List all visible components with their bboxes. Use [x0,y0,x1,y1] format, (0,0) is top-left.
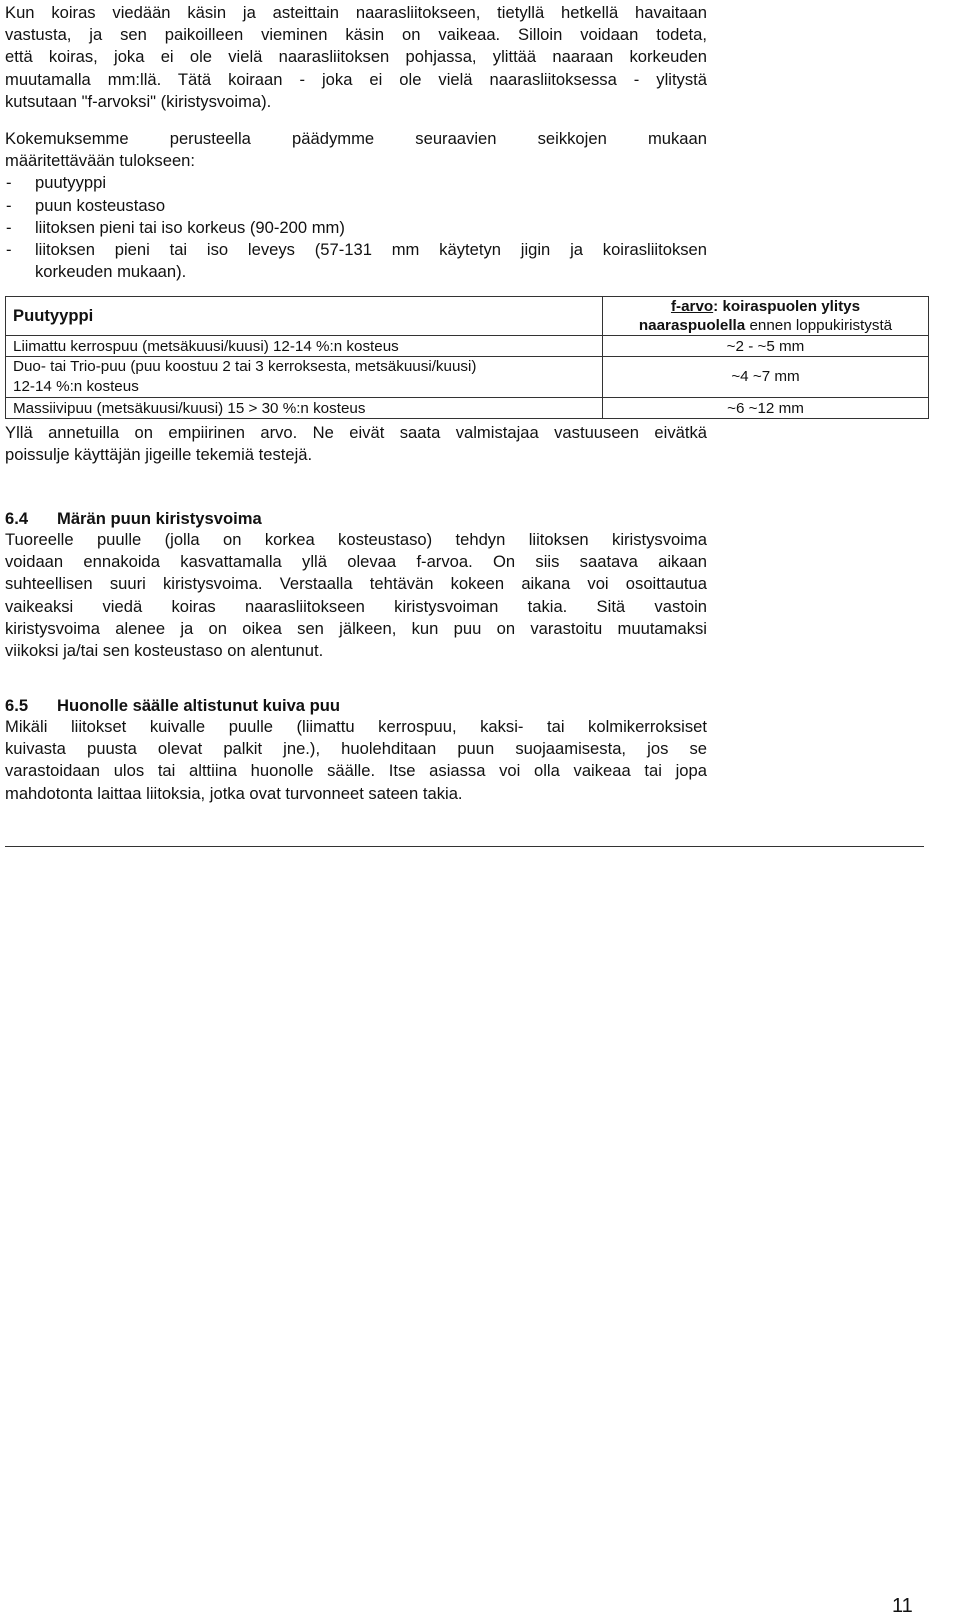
table-row [6,336,929,357]
criteria-paragraph [5,128,707,283]
list-item-text: korkeuden mukaan). [35,262,187,282]
list-item [5,195,707,217]
text-line: viikoksi ja/tai sen kosteustaso on alentunut. [5,641,324,661]
table-cell: Massiivipuu (metsäkuusi/kuusi) 15 > 30 %:n kosteus [6,398,603,419]
intro-paragraph [5,2,707,113]
wood-type-table [5,296,929,419]
text-line: voidaan ennakoida kasvattamalla yllä olevaa f-arvoa. On siis saatava aikaan [5,552,707,572]
section-6-5-paragraph [5,716,707,805]
text-line: määritettävään tulokseen: [5,151,196,171]
list-dash: - [6,195,12,215]
list-item-text: puun kosteustaso [35,195,166,215]
table-row [6,398,929,419]
section-6-4-paragraph [5,529,707,662]
text-line: vaikeaksi viedä koiras naarasliitokseen kiristysvoiman takia. Sitä vastoin [5,596,707,616]
table-cell: ~4 ~7 mm [603,357,929,398]
table-header-cell: f-arvo: koiraspuolen ylitys naaraspuolella ennen loppukiristystä [603,297,929,336]
list-dash: - [6,240,12,260]
list-item-text: liitoksen pieni tai iso korkeus (90-200 mm) [35,217,345,237]
list-dash: - [6,217,12,237]
section-heading-6-5 [5,696,340,716]
footer-divider [5,846,924,847]
table-cell: ~2 - ~5 mm [603,336,929,357]
table-header-cell: Puutyyppi [6,297,603,336]
text-line: Yllä annetuilla on empiirinen arvo. Ne eivät saata valmistajaa vastuuseen eivätkä [5,423,707,442]
section-heading-6-4 [5,509,262,529]
list-dash: - [6,173,12,193]
text-line: varastoidaan ulos tai alttiina huonolle säälle. Itse asiassa voi olla vaikeaa tai jopa [5,761,707,781]
section-number: 6.5 [5,696,29,715]
section-title: Huonolle säälle altistunut kuiva puu [57,696,341,715]
list-item-text: puutyyppi [35,173,107,193]
list-item [5,239,707,283]
list-item [5,172,707,194]
table-header-row [6,297,929,336]
text-line: Tuoreelle puulle (jolla on korkea kosteustaso) tehdyn liitoksen kiristysvoima [5,530,707,549]
text-line: muutamalla mm:llä. Tätä koiraan - joka ei ole vielä naarasliitoksessa - ylitystä [5,69,707,89]
note-paragraph [5,422,707,466]
list-item [5,217,707,239]
page-number: 11 [892,1595,913,1617]
text-line: kiristysvoima alenee ja on oikea sen jälkeen, kun puu on varastoitu muutamaksi [5,618,707,638]
section-title: Märän puun kiristysvoima [57,509,262,528]
table-row [6,357,929,398]
text-line: vastusta, ja sen paikoilleen vieminen käsin on vaikeaa. Silloin voidaan todeta, [5,25,707,45]
text-line: kuivasta puusta olevat palkit jne.), huolehditaan puun suojaamisesta, jos se [5,739,707,759]
table-cell: Liimattu kerrospuu (metsäkuusi/kuusi) 12-14 %:n kosteus [6,336,603,357]
text-line: että koiras, joka ei ole vielä naarasliitoksen pohjassa, ylittää naaraan korkeuden [5,47,707,67]
text-line: mahdotonta laittaa liitoksia, jotka ovat turvonneet sateen takia. [5,783,463,803]
table-cell: Duo- tai Trio-puu (puu koostuu 2 tai 3 kerroksesta, metsäkuusi/kuusi) 12-14 %:n kosteus [6,357,603,398]
text-line: poissulje käyttäjän jigeille tekemiä testejä. [5,445,313,465]
text-line: Mikäli liitokset kuivalle puulle (liimattu kerrospuu, kaksi- tai kolmikerroksiset [5,717,707,736]
text-line: suhteellisen suuri kiristysvoima. Verstaalla tehtävän kokeen aikana voi osoittautua [5,574,707,594]
text-line: Kokemuksemme perusteella päädymme seuraavien seikkojen mukaan [5,129,707,148]
text-line: Kun koiras viedään käsin ja asteittain naarasliitokseen, tietyllä hetkellä havaitaan [5,3,707,22]
section-number: 6.4 [5,509,29,528]
text-line: kutsutaan "f-arvoksi" (kiristysvoima). [5,91,272,111]
list-item-text: liitoksen pieni tai iso leveys (57-131 mm käytetyn jigin ja koirasliitoksen [35,240,707,260]
table-cell: ~6 ~12 mm [603,398,929,419]
